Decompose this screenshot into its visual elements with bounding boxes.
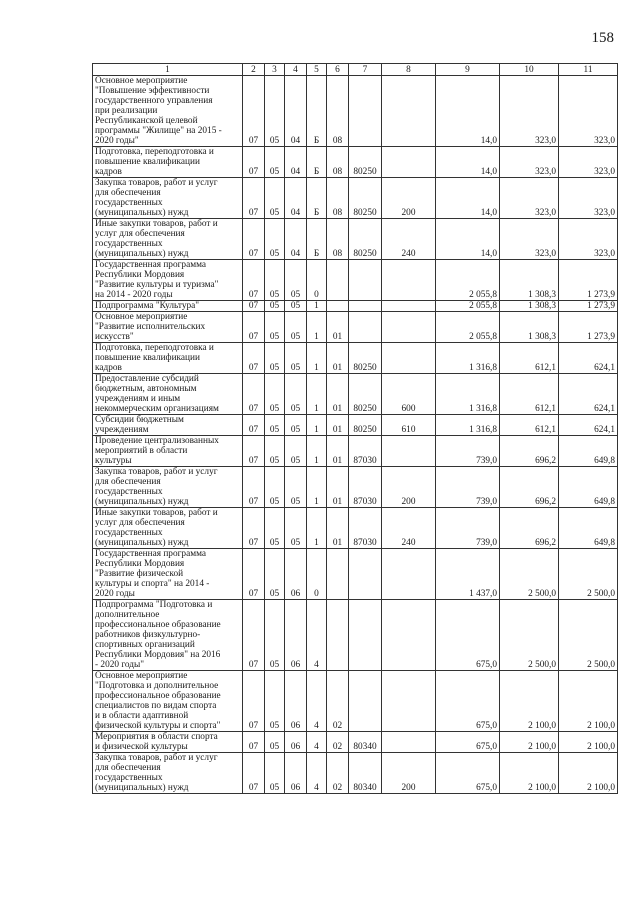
header-cell: 2 bbox=[243, 64, 265, 76]
header-cell: 5 bbox=[307, 64, 327, 76]
table-row bbox=[93, 753, 618, 794]
subprogram-code-cell: Б bbox=[307, 76, 327, 147]
section-code-cell: 07 bbox=[243, 600, 265, 671]
direction-code-cell: 80250 bbox=[349, 178, 382, 219]
subprogram-code-cell: 1 bbox=[307, 374, 327, 415]
subsection-code-cell: 05 bbox=[265, 301, 285, 312]
subprogram-code-cell: 1 bbox=[307, 436, 327, 467]
expense-type-cell bbox=[382, 600, 436, 671]
subprogram-code-cell: Б bbox=[307, 178, 327, 219]
amount-cell: 696,2 bbox=[500, 508, 559, 549]
table-row bbox=[93, 219, 618, 260]
row-name-cell: Субсидии бюджетным учреждениям bbox=[93, 415, 243, 436]
row-name-cell: Иные закупки товаров, работ и услуг для обеспечения государственных (муниципальных) нужд bbox=[93, 219, 243, 260]
row-name-cell: Предоставление субсидий бюджетным, автономным учреждениям и иным некоммерческим организациям bbox=[93, 374, 243, 415]
expense-type-cell bbox=[382, 343, 436, 374]
amount-cell: 1 308,3 bbox=[500, 312, 559, 343]
activity-code-cell bbox=[327, 260, 349, 301]
expense-type-cell bbox=[382, 549, 436, 600]
direction-code-cell: 80250 bbox=[349, 219, 382, 260]
amount-cell: 675,0 bbox=[436, 753, 500, 794]
program-code-cell: 04 bbox=[285, 76, 307, 147]
direction-code-cell bbox=[349, 600, 382, 671]
amount-cell: 323,0 bbox=[500, 178, 559, 219]
expense-type-cell bbox=[382, 76, 436, 147]
direction-code-cell: 80250 bbox=[349, 415, 382, 436]
section-code-cell: 07 bbox=[243, 343, 265, 374]
amount-cell: 2 500,0 bbox=[500, 600, 559, 671]
activity-code-cell: 01 bbox=[327, 415, 349, 436]
direction-code-cell bbox=[349, 301, 382, 312]
subprogram-code-cell: 4 bbox=[307, 600, 327, 671]
program-code-cell: 04 bbox=[285, 219, 307, 260]
table-row bbox=[93, 178, 618, 219]
expense-type-cell bbox=[382, 732, 436, 753]
subprogram-code-cell: 1 bbox=[307, 301, 327, 312]
amount-cell: 739,0 bbox=[436, 436, 500, 467]
row-name-cell: Подготовка, переподготовка и повышение квалификации кадров bbox=[93, 343, 243, 374]
page-number: 158 bbox=[591, 30, 614, 46]
subsection-code-cell: 05 bbox=[265, 671, 285, 732]
subsection-code-cell: 05 bbox=[265, 343, 285, 374]
program-code-cell: 06 bbox=[285, 600, 307, 671]
table-row bbox=[93, 436, 618, 467]
amount-cell: 14,0 bbox=[436, 147, 500, 178]
expense-type-cell bbox=[382, 312, 436, 343]
subprogram-code-cell: 4 bbox=[307, 732, 327, 753]
direction-code-cell bbox=[349, 76, 382, 147]
table-row bbox=[93, 374, 618, 415]
direction-code-cell: 87030 bbox=[349, 436, 382, 467]
amount-cell: 1 308,3 bbox=[500, 301, 559, 312]
amount-cell: 675,0 bbox=[436, 671, 500, 732]
amount-cell: 2 100,0 bbox=[500, 753, 559, 794]
row-name-cell: Основное мероприятие "Подготовка и дополнительное профессиональное образование специалистов по видам спорта и в области адаптивной физической культуры и спорта" bbox=[93, 671, 243, 732]
amount-cell: 612,1 bbox=[500, 415, 559, 436]
amount-cell: 323,0 bbox=[559, 219, 618, 260]
amount-cell: 323,0 bbox=[500, 219, 559, 260]
row-name-cell: Закупка товаров, работ и услуг для обеспечения государственных (муниципальных) нужд bbox=[93, 467, 243, 508]
amount-cell: 2 055,8 bbox=[436, 312, 500, 343]
amount-cell: 14,0 bbox=[436, 219, 500, 260]
header-cell: 8 bbox=[382, 64, 436, 76]
amount-cell: 696,2 bbox=[500, 467, 559, 508]
subsection-code-cell: 05 bbox=[265, 76, 285, 147]
amount-cell: 1 273,9 bbox=[559, 260, 618, 301]
amount-cell: 612,1 bbox=[500, 374, 559, 415]
header-cell: 3 bbox=[265, 64, 285, 76]
activity-code-cell: 08 bbox=[327, 76, 349, 147]
table-row bbox=[93, 415, 618, 436]
section-code-cell: 07 bbox=[243, 147, 265, 178]
expense-type-cell: 600 bbox=[382, 374, 436, 415]
subsection-code-cell: 05 bbox=[265, 508, 285, 549]
row-name-cell: Подготовка, переподготовка и повышение квалификации кадров bbox=[93, 147, 243, 178]
header-cell: 10 bbox=[500, 64, 559, 76]
amount-cell: 1 308,3 bbox=[500, 260, 559, 301]
direction-code-cell: 80250 bbox=[349, 374, 382, 415]
direction-code-cell: 80250 bbox=[349, 147, 382, 178]
subprogram-code-cell: 1 bbox=[307, 312, 327, 343]
amount-cell: 323,0 bbox=[500, 147, 559, 178]
section-code-cell: 07 bbox=[243, 467, 265, 508]
subsection-code-cell: 05 bbox=[265, 219, 285, 260]
direction-code-cell bbox=[349, 671, 382, 732]
amount-cell: 2 100,0 bbox=[559, 732, 618, 753]
amount-cell: 2 100,0 bbox=[500, 671, 559, 732]
program-code-cell: 05 bbox=[285, 467, 307, 508]
amount-cell: 14,0 bbox=[436, 76, 500, 147]
activity-code-cell: 01 bbox=[327, 508, 349, 549]
subsection-code-cell: 05 bbox=[265, 549, 285, 600]
program-code-cell: 04 bbox=[285, 178, 307, 219]
direction-code-cell: 87030 bbox=[349, 467, 382, 508]
program-code-cell: 05 bbox=[285, 301, 307, 312]
subprogram-code-cell: 4 bbox=[307, 671, 327, 732]
activity-code-cell: 08 bbox=[327, 147, 349, 178]
amount-cell: 2 100,0 bbox=[559, 753, 618, 794]
program-code-cell: 05 bbox=[285, 436, 307, 467]
subsection-code-cell: 05 bbox=[265, 147, 285, 178]
row-name-cell: Основное мероприятие "Повышение эффективности государственного управления при реализации Республиканской целевой программы "Жилище" на 2015 - 2020 годы" bbox=[93, 76, 243, 147]
header-row bbox=[93, 64, 618, 76]
expense-type-cell: 610 bbox=[382, 415, 436, 436]
amount-cell: 323,0 bbox=[559, 178, 618, 219]
amount-cell: 2 100,0 bbox=[559, 671, 618, 732]
program-code-cell: 06 bbox=[285, 753, 307, 794]
amount-cell: 323,0 bbox=[500, 76, 559, 147]
table-row bbox=[93, 732, 618, 753]
table-row bbox=[93, 76, 618, 147]
section-code-cell: 07 bbox=[243, 76, 265, 147]
amount-cell: 1 273,9 bbox=[559, 312, 618, 343]
section-code-cell: 07 bbox=[243, 508, 265, 549]
amount-cell: 649,8 bbox=[559, 467, 618, 508]
section-code-cell: 07 bbox=[243, 549, 265, 600]
expense-type-cell: 200 bbox=[382, 178, 436, 219]
program-code-cell: 06 bbox=[285, 732, 307, 753]
row-name-cell: Иные закупки товаров, работ и услуг для обеспечения государственных (муниципальных) нужд bbox=[93, 508, 243, 549]
amount-cell: 739,0 bbox=[436, 467, 500, 508]
amount-cell: 649,8 bbox=[559, 436, 618, 467]
direction-code-cell: 80340 bbox=[349, 732, 382, 753]
subprogram-code-cell: 1 bbox=[307, 415, 327, 436]
expense-type-cell bbox=[382, 260, 436, 301]
amount-cell: 1 316,8 bbox=[436, 374, 500, 415]
expense-type-cell bbox=[382, 147, 436, 178]
subsection-code-cell: 05 bbox=[265, 753, 285, 794]
section-code-cell: 07 bbox=[243, 301, 265, 312]
subsection-code-cell: 05 bbox=[265, 374, 285, 415]
amount-cell: 675,0 bbox=[436, 732, 500, 753]
section-code-cell: 07 bbox=[243, 312, 265, 343]
amount-cell: 624,1 bbox=[559, 374, 618, 415]
row-name-cell: Основное мероприятие "Развитие исполнительских искусств" bbox=[93, 312, 243, 343]
expense-type-cell: 240 bbox=[382, 508, 436, 549]
amount-cell: 1 316,8 bbox=[436, 415, 500, 436]
subprogram-code-cell: 0 bbox=[307, 549, 327, 600]
program-code-cell: 06 bbox=[285, 549, 307, 600]
section-code-cell: 07 bbox=[243, 374, 265, 415]
direction-code-cell bbox=[349, 312, 382, 343]
direction-code-cell: 80340 bbox=[349, 753, 382, 794]
subsection-code-cell: 05 bbox=[265, 260, 285, 301]
row-name-cell: Закупка товаров, работ и услуг для обеспечения государственных (муниципальных) нужд bbox=[93, 753, 243, 794]
amount-cell: 624,1 bbox=[559, 415, 618, 436]
header-cell: 4 bbox=[285, 64, 307, 76]
amount-cell: 2 500,0 bbox=[500, 549, 559, 600]
subprogram-code-cell: 4 bbox=[307, 753, 327, 794]
row-name-cell: Мероприятия в области спорта и физической культуры bbox=[93, 732, 243, 753]
amount-cell: 2 100,0 bbox=[500, 732, 559, 753]
table-row bbox=[93, 508, 618, 549]
activity-code-cell: 01 bbox=[327, 312, 349, 343]
row-name-cell: Подпрограмма "Подготовка и дополнительное профессиональное образование работников физкультурно- спортивных организаций Республики Мордовия" на 2016 - 2020 годы" bbox=[93, 600, 243, 671]
header-cell: 6 bbox=[327, 64, 349, 76]
expense-type-cell: 240 bbox=[382, 219, 436, 260]
activity-code-cell bbox=[327, 549, 349, 600]
amount-cell: 649,8 bbox=[559, 508, 618, 549]
subprogram-code-cell: 0 bbox=[307, 260, 327, 301]
table-row bbox=[93, 549, 618, 600]
activity-code-cell: 01 bbox=[327, 374, 349, 415]
header-cell: 7 bbox=[349, 64, 382, 76]
activity-code-cell: 08 bbox=[327, 178, 349, 219]
row-name-cell: Государственная программа Республики Мордовия "Развитие физической культуры и спорта" на 2014 - 2020 годы bbox=[93, 549, 243, 600]
activity-code-cell: 02 bbox=[327, 671, 349, 732]
table-row bbox=[93, 343, 618, 374]
amount-cell: 2 500,0 bbox=[559, 549, 618, 600]
direction-code-cell bbox=[349, 260, 382, 301]
subsection-code-cell: 05 bbox=[265, 178, 285, 219]
section-code-cell: 07 bbox=[243, 753, 265, 794]
activity-code-cell: 08 bbox=[327, 219, 349, 260]
section-code-cell: 07 bbox=[243, 436, 265, 467]
amount-cell: 739,0 bbox=[436, 508, 500, 549]
table-row bbox=[93, 467, 618, 508]
budget-table bbox=[92, 63, 618, 794]
row-name-cell: Государственная программа Республики Мордовия "Развитие культуры и туризма" на 2014 - 2020 годы bbox=[93, 260, 243, 301]
activity-code-cell bbox=[327, 301, 349, 312]
amount-cell: 2 055,8 bbox=[436, 301, 500, 312]
activity-code-cell bbox=[327, 600, 349, 671]
expense-type-cell: 200 bbox=[382, 467, 436, 508]
subprogram-code-cell: Б bbox=[307, 219, 327, 260]
program-code-cell: 05 bbox=[285, 415, 307, 436]
row-name-cell: Проведение централизованных мероприятий в области культуры bbox=[93, 436, 243, 467]
activity-code-cell: 01 bbox=[327, 467, 349, 508]
expense-type-cell bbox=[382, 671, 436, 732]
subprogram-code-cell: 1 bbox=[307, 467, 327, 508]
subprogram-code-cell: 1 bbox=[307, 508, 327, 549]
amount-cell: 14,0 bbox=[436, 178, 500, 219]
program-code-cell: 05 bbox=[285, 260, 307, 301]
program-code-cell: 06 bbox=[285, 671, 307, 732]
program-code-cell: 05 bbox=[285, 508, 307, 549]
program-code-cell: 05 bbox=[285, 312, 307, 343]
amount-cell: 1 316,8 bbox=[436, 343, 500, 374]
subsection-code-cell: 05 bbox=[265, 436, 285, 467]
table-row bbox=[93, 312, 618, 343]
amount-cell: 696,2 bbox=[500, 436, 559, 467]
activity-code-cell: 01 bbox=[327, 343, 349, 374]
amount-cell: 2 055,8 bbox=[436, 260, 500, 301]
amount-cell: 323,0 bbox=[559, 147, 618, 178]
expense-type-cell bbox=[382, 301, 436, 312]
section-code-cell: 07 bbox=[243, 732, 265, 753]
section-code-cell: 07 bbox=[243, 415, 265, 436]
subsection-code-cell: 05 bbox=[265, 467, 285, 508]
section-code-cell: 07 bbox=[243, 260, 265, 301]
header-cell: 11 bbox=[559, 64, 618, 76]
amount-cell: 1 437,0 bbox=[436, 549, 500, 600]
section-code-cell: 07 bbox=[243, 219, 265, 260]
table-row bbox=[93, 147, 618, 178]
header-cell: 9 bbox=[436, 64, 500, 76]
activity-code-cell: 02 bbox=[327, 732, 349, 753]
amount-cell: 2 500,0 bbox=[559, 600, 618, 671]
section-code-cell: 07 bbox=[243, 178, 265, 219]
program-code-cell: 05 bbox=[285, 343, 307, 374]
table-row bbox=[93, 600, 618, 671]
amount-cell: 323,0 bbox=[559, 76, 618, 147]
direction-code-cell: 87030 bbox=[349, 508, 382, 549]
row-name-cell: Подпрограмма "Культура" bbox=[93, 301, 243, 312]
program-code-cell: 04 bbox=[285, 147, 307, 178]
activity-code-cell: 01 bbox=[327, 436, 349, 467]
direction-code-cell bbox=[349, 549, 382, 600]
table-row bbox=[93, 260, 618, 301]
subsection-code-cell: 05 bbox=[265, 600, 285, 671]
subprogram-code-cell: 1 bbox=[307, 343, 327, 374]
activity-code-cell: 02 bbox=[327, 753, 349, 794]
subsection-code-cell: 05 bbox=[265, 312, 285, 343]
program-code-cell: 05 bbox=[285, 374, 307, 415]
table-body bbox=[93, 76, 618, 794]
table-row bbox=[93, 301, 618, 312]
header-cell: 1 bbox=[93, 64, 243, 76]
subsection-code-cell: 05 bbox=[265, 415, 285, 436]
subsection-code-cell: 05 bbox=[265, 732, 285, 753]
amount-cell: 675,0 bbox=[436, 600, 500, 671]
table-row bbox=[93, 671, 618, 732]
section-code-cell: 07 bbox=[243, 671, 265, 732]
expense-type-cell bbox=[382, 436, 436, 467]
direction-code-cell: 80250 bbox=[349, 343, 382, 374]
amount-cell: 1 273,9 bbox=[559, 301, 618, 312]
expense-type-cell: 200 bbox=[382, 753, 436, 794]
row-name-cell: Закупка товаров, работ и услуг для обеспечения государственных (муниципальных) нужд bbox=[93, 178, 243, 219]
subprogram-code-cell: Б bbox=[307, 147, 327, 178]
amount-cell: 624,1 bbox=[559, 343, 618, 374]
amount-cell: 612,1 bbox=[500, 343, 559, 374]
